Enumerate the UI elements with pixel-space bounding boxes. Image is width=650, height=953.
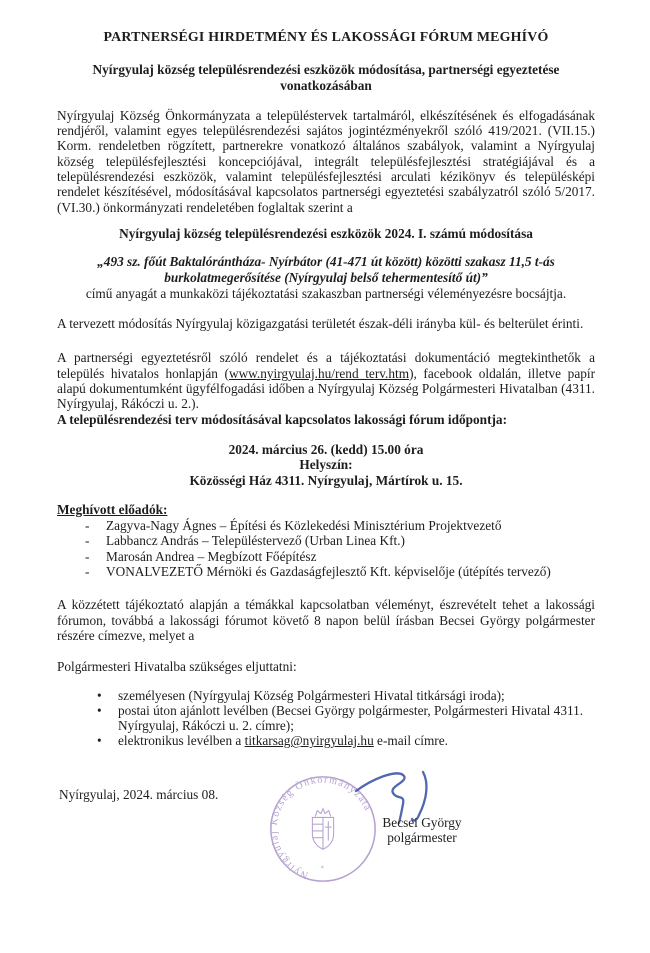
forum-datetime: 2024. március 26. (kedd) 15.00 óra [228, 441, 424, 457]
dash-marker: - [85, 533, 90, 549]
feedback-paragraph: A közzétett tájékoztató alapján a témákkal kapcsolatban véleményt, észrevételt tehet a lakossági fórumon, továbbá a lakossági fórumot követő 8 napon belül írásban Becsei György polgármester részére címezve, melyet a [57, 597, 595, 643]
speaker-name: Marosán Andrea – Megbízott Főépítész [106, 548, 317, 564]
speakers-heading: Meghívott előadók: [57, 501, 168, 517]
availability-paragraph [57, 350, 595, 411]
availability-text-after: ), facebook oldalán, illetve papír alapú dokumentumként ügyfélfogadási időben a Nyírgyulaj Község Polgármesteri Hivatalban (4311. Nyírgyulaj, Rákóczi u. 2.). [57, 365, 595, 412]
signer-name: Becsei György [382, 814, 462, 830]
forum-location-label: Helyszín: [299, 457, 353, 473]
stamp-star: * [320, 863, 326, 873]
quote-followup: című anyagát a munkaközi tájékoztatási szakaszban partnerségi véleményezésre bocsájtja. [85, 285, 567, 301]
speakers-list [57, 518, 595, 579]
email-text-after: e-mail címre. [373, 733, 448, 749]
closing-block [57, 773, 595, 953]
speaker-list-item [85, 564, 595, 579]
bullet-marker: • [97, 702, 102, 718]
bullet-marker: • [97, 687, 102, 703]
speaker-name: VONALVEZETŐ Mérnöki és Gazdaságfejlesztő Kft. képviselője (útépítés tervező) [106, 564, 551, 580]
website-link[interactable]: www.nyirgyulaj.hu/rend_terv.htm [228, 365, 410, 381]
forum-location: Közösségi Ház 4311. Nyírgyulaj, Mártírok u. 15. [189, 472, 463, 488]
speaker-name: Labbancz András – Településtervező (Urban Linea Kft.) [106, 533, 405, 549]
dash-marker: - [85, 548, 90, 564]
intro-paragraph: Nyírgyulaj Község Önkormányzata a településtervek tartalmáról, elkészítésének és elfogadásának rendjéről, valamint egyes településrendezési sajátos jogintézményekről szóló 419/2021. (VII.15.) Korm. rendeletben rögzített, partnerekre vonatkozó általános szabályok, valamint a Nyírgyulaj község településfejlesztési koncepciójával, integrált településfejlesztési stratégiájával és a településrendezési eszközök, valamint településfejlesztési arculati kézikönyv és településképi rendelet készítésével, módosításával kapcsolatos partnerségi egyeztetési szabályzatról szóló 5/2017. (VI.30.) önkormányzati rendeletében foglaltak szerint a [57, 107, 595, 215]
availability-text-before: A partnerségi egyeztetésről szóló rendelet és a tájékoztatási dokumentáció megtekinthetők a település hivatalos honlapján ( [57, 350, 595, 381]
speaker-name: Zagyva-Nagy Ágnes – Építési és Közlekedési Minisztérium Projektvezető [106, 518, 502, 534]
signer-title: polgármester [387, 829, 457, 845]
delivery-option-inperson: személyesen (Nyírgyulaj Község Polgármesteri Hivatal titkársági iroda); [118, 687, 505, 703]
delivery-list [57, 688, 595, 749]
forum-time-label: A településrendezési terv módosításával kapcsolatos lakossági fórum időpontja: [57, 411, 508, 427]
modification-heading: Nyírgyulaj község településrendezési eszközök 2024. I. számú módosítása [119, 225, 533, 241]
speaker-list-item [85, 549, 595, 564]
delivery-list-item [97, 733, 595, 748]
speaker-list-item [85, 533, 595, 548]
speaker-list-item [85, 518, 595, 533]
document-title: PARTNERSÉGI HIRDETMÉNY ÉS LAKOSSÁGI FÓRUM MEGHÍVÓ [103, 30, 549, 45]
stamp-ring-text: Nyírgyulaj Község Önkormányzata [268, 774, 374, 881]
delivery-list-item [97, 688, 595, 703]
delivery-option-postal: postai úton ajánlott levélben (Becsei György polgármester, Polgármesteri Hivatal 4311. Nyírgyulaj, Rákóczi u. 2. címre); [118, 702, 584, 734]
signer-block [357, 815, 487, 846]
project-title-quote: „493 sz. főút Baktalórántháza- Nyírbátor (41-471 út között) közötti szakasz 11,5 t-ás burkolatmegerősítése (Nyírgyulaj belső tehermentesítő út)” [97, 254, 555, 285]
delivery-list-item [97, 703, 595, 734]
document-subtitle: Nyírgyulaj község településrendezési eszközök módosítása, partnerségi egyeztetése vonatkozásában [92, 62, 560, 93]
delivery-option-email [118, 733, 595, 748]
dash-marker: - [85, 564, 90, 580]
date-place-line: Nyírgyulaj, 2024. március 08. [59, 786, 219, 802]
scope-paragraph: A tervezett módosítás Nyírgyulaj közigazgatási területét észak-déli irányba kül- és belterület érinti. [57, 316, 584, 332]
stamp-coat-of-arms [312, 808, 333, 849]
email-text-before: elektronikus levélben a [118, 733, 245, 749]
delivery-heading: Polgármesteri Hivatalba szükséges eljuttatni: [57, 659, 297, 675]
dash-marker: - [85, 518, 90, 534]
email-link[interactable]: titkarsag@nyirgyulaj.hu [244, 733, 374, 749]
bullet-marker: • [97, 733, 102, 749]
